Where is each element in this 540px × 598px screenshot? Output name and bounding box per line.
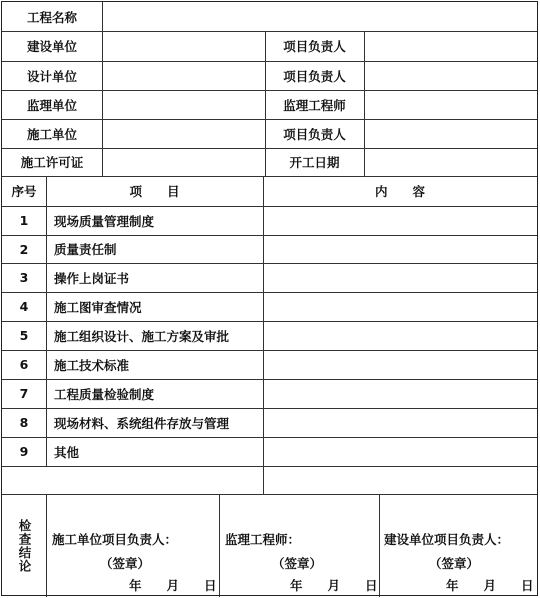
project-name-label: 工程名称 [26,9,77,25]
signer-title: 监理工程师： [225,532,301,547]
table-row-number: 2 [19,241,29,257]
grid-line [2,494,537,495]
grid-line [46,494,47,597]
table-row-number: 6 [19,357,29,372]
signer-seal: （签章） [429,556,480,571]
header-row-right-label: 开工日期 [289,155,340,170]
table-row-number: 5 [19,328,29,343]
inspection-record-form [1,1,538,596]
table-row-item: 现场材料、系统组件存放与管理 [54,415,230,431]
header-row-right-label: 项目负责人 [283,68,346,84]
table-row-number: 7 [19,386,29,401]
grid-line [2,466,537,467]
table-row-item: 施工技术标准 [54,357,130,373]
grid-line [46,176,47,466]
grid-line [379,494,380,597]
grid-line [364,31,365,176]
signer-date: 年 月 日 [129,578,217,593]
table-row-item: 工程质量检验制度 [54,386,155,402]
header-row-label: 施工单位 [26,126,77,142]
table-row-number: 8 [19,415,29,430]
signer-seal: （签章） [272,556,323,571]
signer-title: 施工单位项目负责人： [52,532,178,547]
table-row-item: 其他 [54,444,80,460]
header-row-label: 施工许可证 [20,155,84,170]
table-row-number: 9 [19,444,29,459]
table-row-number: 3 [19,270,29,285]
table-row-item: 操作上岗证书 [54,270,130,286]
table-row-number: 4 [19,299,29,314]
grid-line [102,2,103,176]
header-row-right-label: 监理工程师 [283,97,346,113]
table-row-item: 质量责任制 [54,242,117,257]
signer-date: 年 月 日 [446,578,534,593]
signer-title: 建设单位项目负责人： [384,532,510,547]
table-row-item: 施工组织设计、施工方案及审批 [54,328,230,344]
header-row-right-label: 项目负责人 [283,126,346,142]
table-row-item: 施工图审查情况 [54,299,142,315]
table-row-item: 现场质量管理制度 [54,213,155,229]
column-header-seq: 序号 [11,184,37,199]
grid-line [263,176,264,494]
header-row-label: 设计单位 [26,68,77,84]
table-row-number: 1 [19,213,29,228]
header-row-label: 建设单位 [26,39,77,54]
signer-date: 年 月 日 [290,578,378,593]
conclusion-label: 检查结论 [17,518,32,573]
column-header-item: 项 目 [129,184,180,199]
header-row-right-label: 项目负责人 [283,39,346,54]
signer-seal: （签章） [100,556,151,571]
column-header-content: 内 容 [374,184,425,199]
grid-line [219,494,220,597]
header-row-label: 监理单位 [26,97,77,113]
